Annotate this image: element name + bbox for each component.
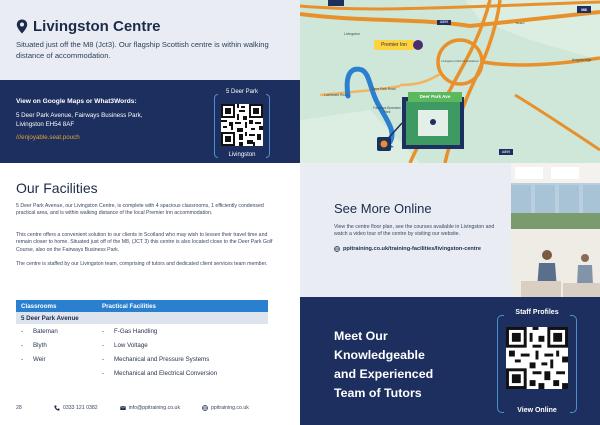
map-label-deer-park-road: Deer Park Road <box>372 87 396 91</box>
facility-name: Mechanical and Pressure Systems <box>114 355 210 363</box>
staff-qr-top-label: Staff Profiles <box>504 309 570 316</box>
globe-icon <box>202 405 208 411</box>
online-title: See More Online <box>334 201 432 216</box>
facilities-paragraph-3: The centre is staffed by our Livingston team, comprising of tutors and dedicated client services team member. <box>16 261 268 267</box>
map-label-fairways: Fairways Business Park <box>373 106 401 114</box>
facility-name: Mechanical and Electrical Conversion <box>114 369 218 377</box>
facility-name: F-Gas Handling <box>114 327 158 335</box>
table-subheader: 5 Deer Park Avenue <box>16 312 268 324</box>
staff-title-line-1: Meet Our <box>334 329 388 343</box>
map-label-lochlands-road: Lochlands Road <box>324 93 348 97</box>
location-qr-block[interactable] <box>214 89 270 158</box>
classroom-name: Bateman <box>33 327 58 335</box>
map-label-m8: M8 <box>581 7 587 12</box>
globe-icon <box>334 246 340 252</box>
map-label-a899-bottom: A899 <box>501 150 511 154</box>
table-row: - Mechanical and Electrical Conversion <box>102 369 218 377</box>
staff-panel <box>300 297 600 425</box>
online-description: View the centre floor plan, see the courses available in Livingston and watch a video tour of the centre by visiting our website. <box>334 224 495 238</box>
location-qr-code[interactable] <box>221 104 263 146</box>
footer-phone[interactable] <box>54 405 98 411</box>
staff-qr-code[interactable] <box>506 327 568 389</box>
online-link[interactable] <box>334 246 497 252</box>
location-title-text: Livingston Centre <box>33 18 161 35</box>
map-label-deans: Deans <box>516 21 525 25</box>
map-label-deer-park-ave: Deer Park Ave <box>419 94 451 99</box>
staff-title-line-2: Knowledgeable <box>334 348 425 362</box>
page-number: 28 <box>16 405 22 411</box>
practical-facilities-header: Practical Facilities <box>102 302 156 310</box>
staff-title-line-3: and Experienced <box>334 367 434 381</box>
classrooms-header: Classrooms <box>21 302 57 310</box>
navigation-heading: View on Google Maps or What3Words: <box>16 98 137 105</box>
staff-qr-bottom-label: View Online <box>504 407 570 414</box>
location-title <box>16 18 284 35</box>
right-page <box>300 0 600 425</box>
mail-icon <box>120 405 126 411</box>
table-row: - Blyth - Low Voltage <box>21 341 148 349</box>
map-label-knightsridge: Knightsridge <box>572 58 592 62</box>
see-more-online-panel <box>300 163 511 297</box>
facilities-paragraph-1: 5 Deer Park Avenue, our Livingston Centre, is complete with 4 spacious classrooms, 1 efficiently condensed practical area, and is within walking distance of the local Premier Inn accommodation. <box>16 203 264 217</box>
location-description: Situated just off the M8 (Jct3). Our flagship Scottish centre is within walking distance of accommodation. <box>16 40 269 60</box>
qr-top-label: 5 Deer Park <box>218 89 266 95</box>
table-header <box>16 300 268 312</box>
location-pin-icon <box>16 19 28 34</box>
classroom-photo <box>511 163 600 297</box>
classroom-name: Weir <box>33 355 46 363</box>
phone-number: 0333 121 0382 <box>63 405 98 411</box>
address-line-2: Livingston EH54 8AF <box>16 121 75 128</box>
address-line-1: 5 Deer Park Avenue, Fairways Business Park, <box>16 112 143 119</box>
map-label-a899-top: A899 <box>439 20 449 24</box>
facilities-table <box>16 300 268 380</box>
phone-icon <box>54 405 60 411</box>
email-address: info@ppitraining.co.uk <box>128 405 181 411</box>
staff-title <box>334 327 494 403</box>
map-label-livingston: Livingston <box>344 32 360 36</box>
footer-email[interactable] <box>120 405 180 411</box>
facilities-paragraph-2: This centre offers a convenient solution to our clients in Scotland who may wish to lessen their travel time and remain closer to home. Situated just off of the M8, (JCT 3) this centre is also located close to the Deer Park Golf Course, also on the Fairways Business Park. <box>16 232 273 253</box>
footer-website[interactable] <box>202 405 249 411</box>
website-url: ppitraining.co.uk <box>211 405 249 411</box>
facilities-title: Our Facilities <box>16 180 98 196</box>
online-link-text: ppitraining.co.uk/training-facilities/livingston-centre <box>343 245 481 252</box>
classroom-name: Blyth <box>33 341 47 349</box>
what3words-link[interactable]: ///enjoyable.seat.pouch <box>16 134 80 141</box>
map-label-roundabout: Livingston Park Roundabout <box>441 59 479 63</box>
location-header <box>0 0 300 80</box>
footer <box>16 405 286 411</box>
table-row: - Weir - Mechanical and Pressure Systems <box>21 355 210 363</box>
map-label-premier-inn: Premier Inn <box>381 42 407 48</box>
table-row: - Bateman - F-Gas Handling <box>21 327 158 335</box>
classroom-photo-graphic <box>511 163 600 297</box>
qr-bottom-label: Livingston <box>218 152 266 158</box>
facility-name: Low Voltage <box>114 341 148 349</box>
location-map[interactable] <box>300 0 600 163</box>
staff-title-line-4: Team of Tutors <box>334 386 422 400</box>
